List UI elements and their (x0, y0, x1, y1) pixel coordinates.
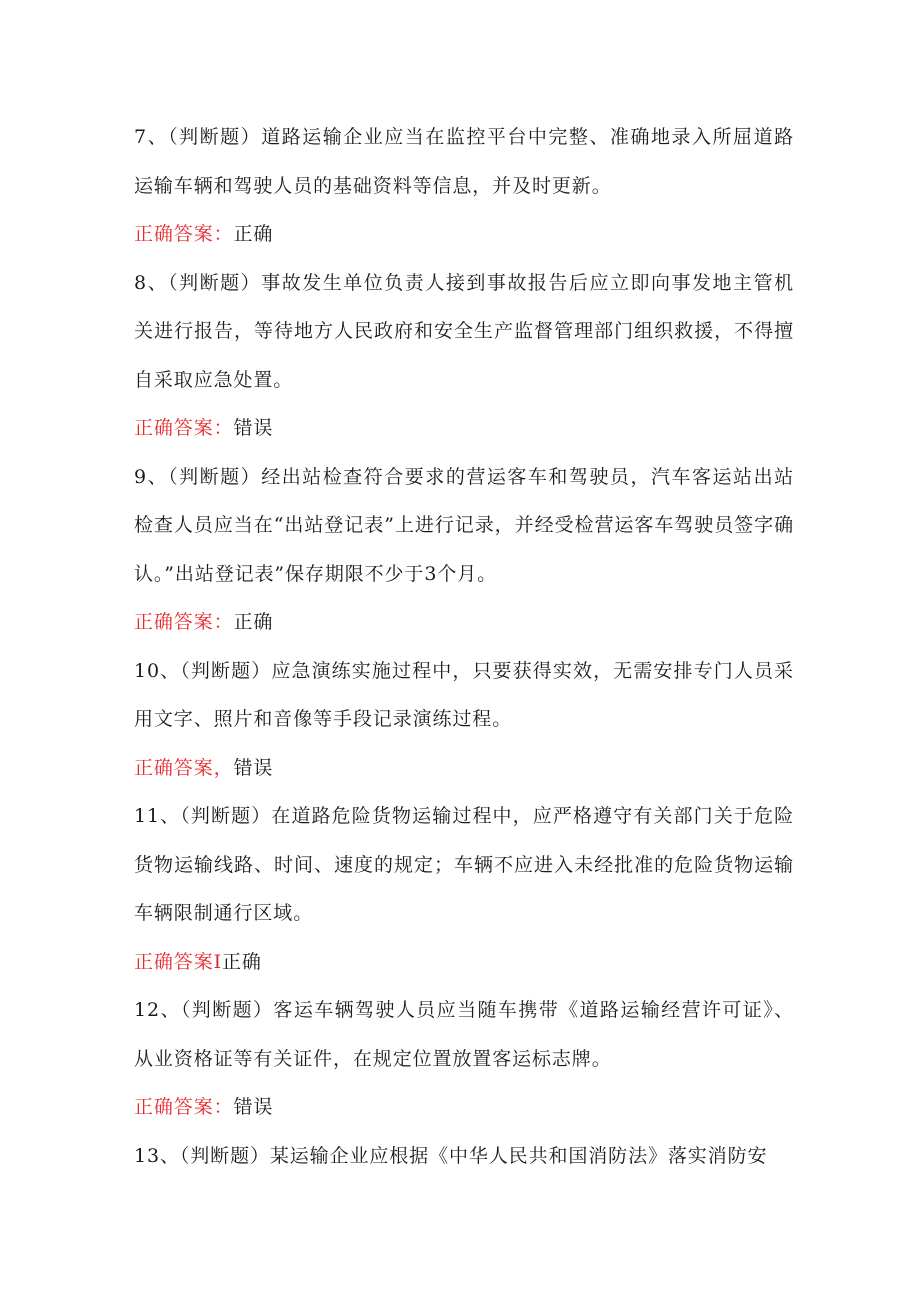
question-10: 10、（判断题）应急演练实施过程中，只要获得实效，无需安排专门人员采用文字、照片和音像等手段记录演练过程。 (134, 659, 794, 730)
question-11: 11、（判断题）在道路危险货物运输过程中，应严格遵守有关部门关于危险货物运输线路、时间、速度的规定；车辆不应进入未经批准的危险货物运输车辆限制通行区域。 (134, 805, 794, 924)
answer-value: 错误 (233, 1096, 274, 1118)
answer-7 (134, 210, 794, 259)
answer-label: 正确答案： (134, 1096, 234, 1118)
answer-label: 正确答案： (134, 611, 234, 633)
answer-value: 错误 (233, 417, 274, 439)
answer-8 (134, 404, 794, 453)
answer-value: 错误 (233, 756, 274, 779)
answer-9 (134, 598, 794, 647)
question-8: 8、（判断题）事故发生单位负责人接到事故报告后应立即向事发地主管机关进行报告，等待地方人民政府和安全生产监督管理部门组织救援，不得擅自采取应急处置。 (134, 271, 794, 391)
answer-value: 正确 (222, 950, 262, 973)
question-list (134, 113, 794, 1180)
question-9: 9、（判断题）经出站检查符合要求的营运客车和驾驶员，汽车客运站出站检查人员应当在“出站登记表”上进行记录，并经受检营运客车驾驶员签字确认。”出站登记表”保存期限不少于3个月。 (134, 465, 794, 585)
answer-value: 正确 (233, 223, 274, 245)
answer-value: 正确 (233, 611, 274, 633)
answer-label: 正确答案， (134, 756, 234, 779)
question-7: 7、（判断题）道路运输企业应当在监控平台中完整、准确地录入所屈道路运输车辆和驾驶人员的基础资料等信息，并及时更新。 (134, 126, 794, 197)
answer-11 (134, 938, 794, 987)
answer-label: 正确答案： (134, 417, 234, 439)
answer-label: 正确答案： (134, 223, 234, 245)
answer-12 (134, 1083, 794, 1132)
question-12: 12、（判断题）客运车辆驾驶人员应当随车携带《道路运输经营许可证》、从业资格证等有关证件，在规定位置放置客运标志牌。 (134, 999, 794, 1070)
question-13: 13、（判断题）某运输企业应根据《中华人民共和国消防法》落实消防安 (134, 1144, 768, 1167)
answer-10 (134, 744, 794, 793)
answer-label: 正确答案I (134, 950, 223, 973)
